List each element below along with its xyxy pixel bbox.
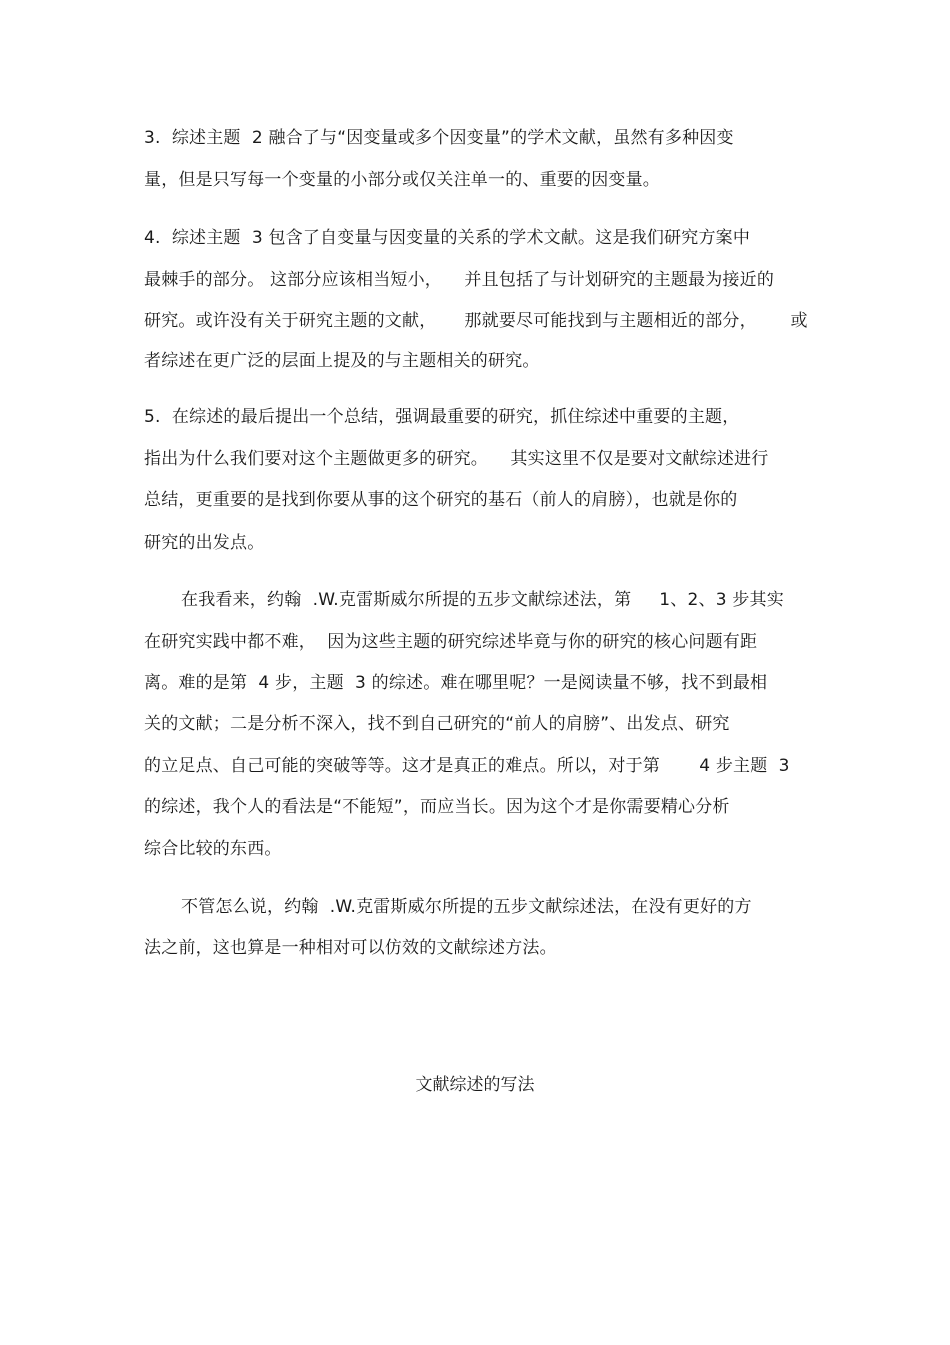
para1-line-3: 离。难的是第 4 步，主题 3 的综述。难在哪里呢？一是阅读量不够，找不到最相 bbox=[144, 673, 768, 693]
item5-line-2: 指出为什么我们要对这个主题做更多的研究。 其实这里不仅是要对文献综述进行 bbox=[144, 449, 769, 469]
item3-line-2: 量，但是只写每一个变量的小部分或仅关注单一的、重要的因变量。 bbox=[144, 170, 660, 190]
item4-line-3: 研究。或许没有关于研究主题的文献， 那就要尽可能找到与主题相近的部分， 或 bbox=[144, 311, 808, 331]
para2-line-2: 法之前，这也算是一种相对可以仿效的文献综述方法。 bbox=[144, 938, 557, 958]
section-heading: 文献综述的写法 bbox=[415, 1075, 535, 1095]
para1-line-7: 综合比较的东西。 bbox=[144, 839, 282, 859]
para2-line-1: 不管怎么说，约翰 .W.克雷斯威尔所提的五步文献综述法，在没有更好的方 bbox=[181, 897, 752, 917]
para1-line-6: 的综述，我个人的看法是“不能短”，而应当长。因为这个才是你需要精心分析 bbox=[144, 797, 730, 817]
item5-line-3: 总结，更重要的是找到你要从事的这个研究的基石（前人的肩膀），也就是你的 bbox=[144, 490, 738, 510]
item5-line-1: 5. 在综述的最后提出一个总结，强调最重要的研究，抓住综述中重要的主题， bbox=[144, 407, 740, 427]
para1-line-2: 在研究实践中都不难， 因为这些主题的研究综述毕竟与你的研究的核心问题有距 bbox=[144, 632, 758, 652]
para1-line-1: 在我看来，约翰 .W.克雷斯威尔所提的五步文献综述法，第 1、2、3 步其实 bbox=[181, 590, 784, 610]
para1-line-4: 关的文献；二是分析不深入，找不到自己研究的“前人的肩膀”、出发点、研究 bbox=[144, 714, 730, 734]
item3-line-1: 3. 综述主题 2 融合了与“因变量或多个因变量”的学术文献，虽然有多种因变 bbox=[144, 128, 734, 148]
item4-line-1: 4. 综述主题 3 包含了自变量与因变量的关系的学术文献。这是我们研究方案中 bbox=[144, 228, 751, 248]
item4-line-4: 者综述在更广泛的层面上提及的与主题相关的研究。 bbox=[144, 351, 540, 371]
item5-line-4: 研究的出发点。 bbox=[144, 533, 265, 553]
item4-line-2: 最棘手的部分。 这部分应该相当短小， 并且包括了与计划研究的主题最为接近的 bbox=[144, 270, 775, 290]
para1-line-5: 的立足点、自己可能的突破等等。这才是真正的难点。所以，对于第 4 步主题 3 bbox=[144, 756, 790, 776]
